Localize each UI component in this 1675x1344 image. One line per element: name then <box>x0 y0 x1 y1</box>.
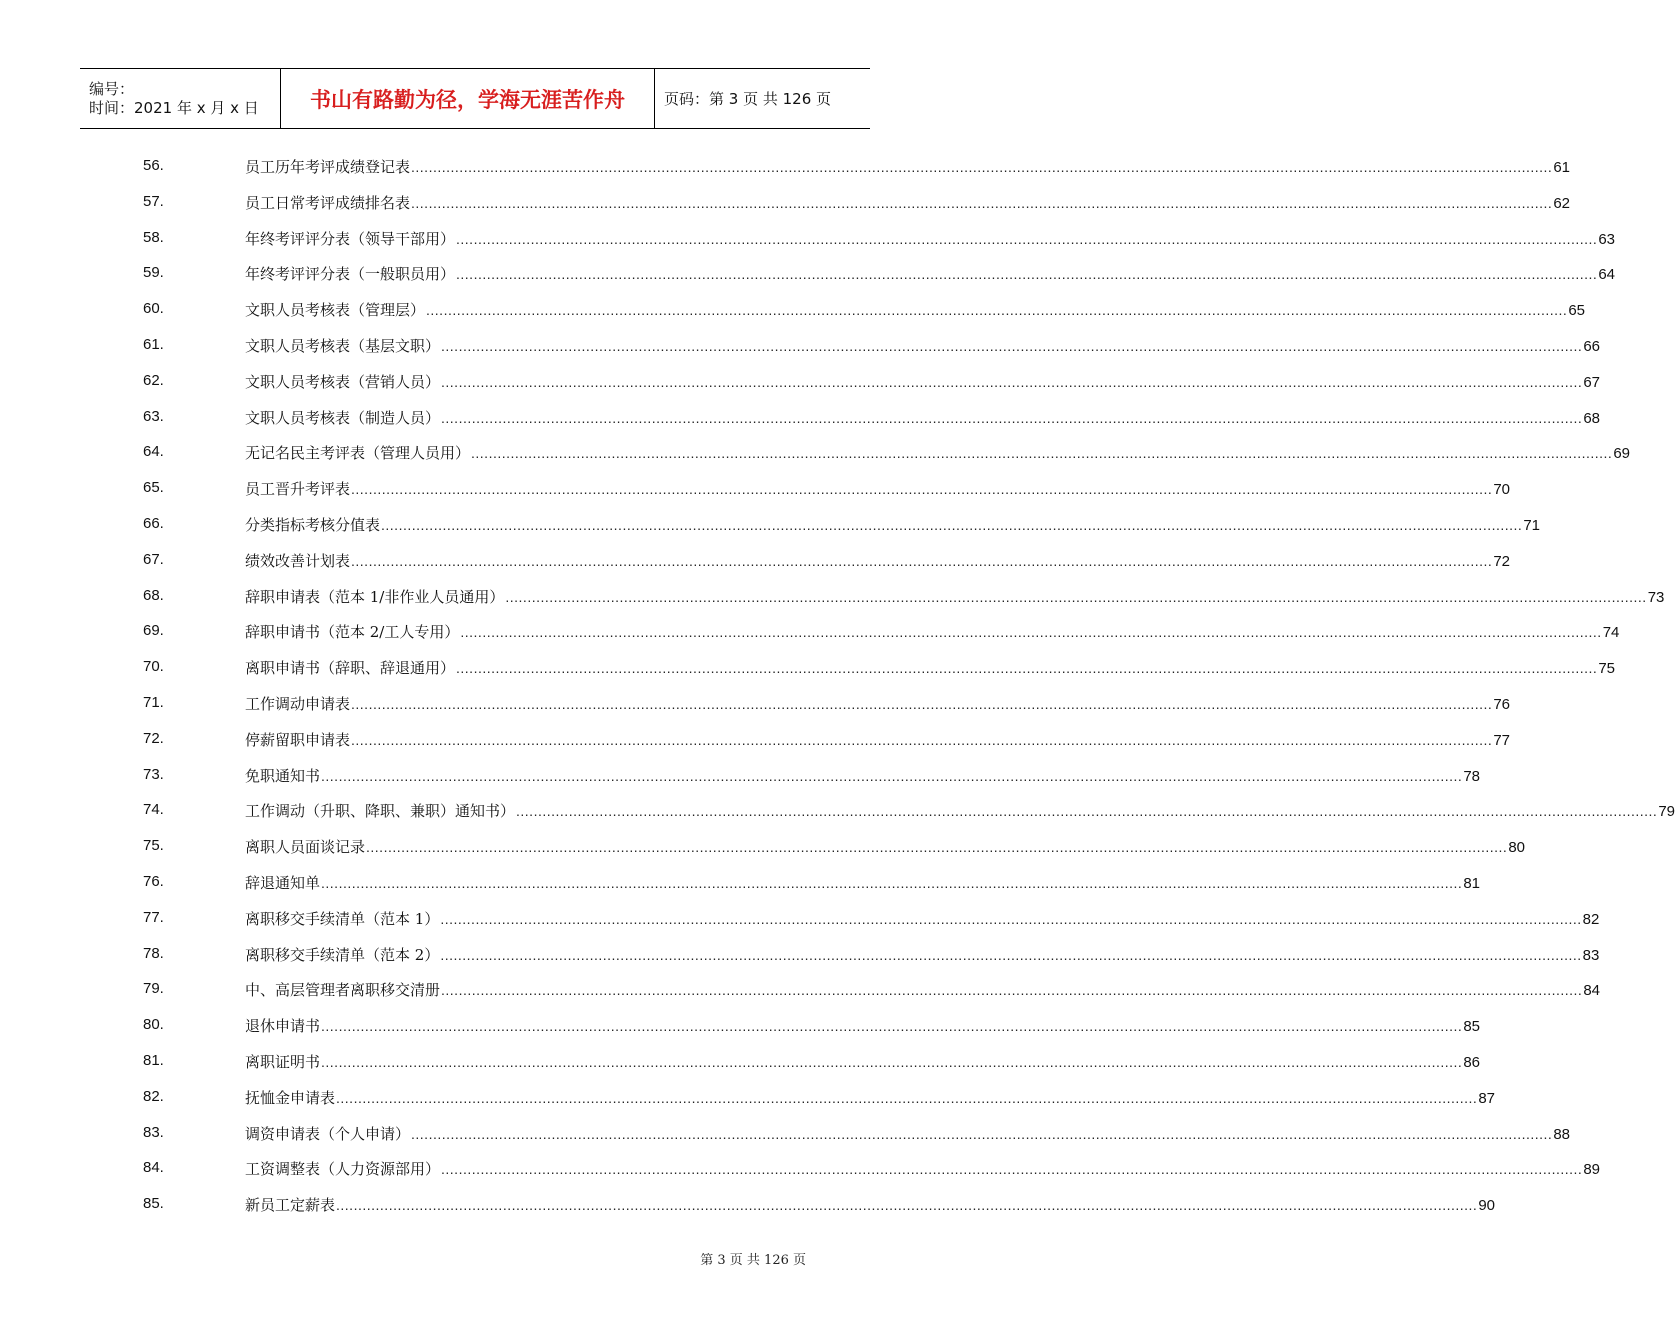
toc-entry-page-number: 90 <box>1478 1197 1496 1215</box>
toc-entry-title: 辞退通知单 <box>245 873 321 892</box>
toc-entry-page-number: 77 <box>1493 731 1511 749</box>
toc-entry[interactable] <box>0 1151 1601 1187</box>
toc-dot-leader: .................................................................................................................................................................................................................................................................... <box>351 695 1493 712</box>
toc-entry-page-number: 79 <box>1658 803 1675 821</box>
toc-entry-number: 72. <box>143 729 164 747</box>
toc-entry-line <box>245 299 1586 320</box>
toc-dot-leader: .................................................................................................................................................................................................................................................................... <box>441 982 1583 999</box>
toc-entry-number: 79. <box>143 980 164 998</box>
toc-entry-line <box>245 1194 1496 1215</box>
toc-entry[interactable] <box>0 579 1665 615</box>
toc-entry-line <box>245 1087 1496 1108</box>
toc-entry-title: 退休申请书 <box>245 1017 321 1036</box>
toc-entry[interactable] <box>0 221 1616 257</box>
toc-dot-leader: .................................................................................................................................................................................................................................................................... <box>505 588 1647 605</box>
toc-entry-line <box>245 836 1526 857</box>
toc-entry-page-number: 66 <box>1583 337 1601 355</box>
toc-entry[interactable] <box>0 614 1620 650</box>
toc-entry-title: 工作调动申请表 <box>245 694 351 713</box>
toc-entry-number: 84. <box>143 1159 164 1177</box>
toc-dot-leader: .................................................................................................................................................................................................................................................................... <box>456 660 1598 677</box>
toc-entry-page-number: 68 <box>1583 409 1601 427</box>
toc-entry-line <box>245 693 1511 714</box>
toc-entry-number: 69. <box>143 622 164 640</box>
toc-entry[interactable] <box>0 758 1481 794</box>
toc-entry-title: 中、高层管理者离职移交清册 <box>245 981 441 1000</box>
toc-entry-number: 68. <box>143 586 164 604</box>
page-footer: 第 3 页 共 126 页 <box>700 1253 806 1268</box>
toc-entry-line <box>245 263 1616 284</box>
header-page-cell <box>655 69 870 128</box>
toc-entry-line <box>245 1158 1601 1179</box>
toc-entry-line <box>245 872 1481 893</box>
document-date-label: 时间：2021 年 x 月 x 日 <box>89 98 259 117</box>
toc-entry[interactable] <box>0 149 1571 185</box>
toc-entry-number: 56. <box>143 157 164 174</box>
toc-entry-title: 员工历年考评成绩登记表 <box>245 158 411 176</box>
toc-dot-leader: .................................................................................................................................................................................................................................................................... <box>321 767 1463 784</box>
toc-entry-number: 81. <box>143 1051 164 1069</box>
toc-entry-title: 工资调整表（人力资源部用） <box>245 1160 441 1179</box>
toc-entry-page-number: 73 <box>1647 588 1665 606</box>
toc-entry-number: 62. <box>143 371 164 389</box>
toc-entry[interactable] <box>0 435 1631 471</box>
toc-entry-page-number: 82 <box>1582 910 1600 928</box>
toc-entry-line <box>245 908 1600 929</box>
toc-dot-leader: .................................................................................................................................................................................................................................................................... <box>321 1018 1463 1035</box>
toc-entry-title: 绩效改善计划表 <box>245 551 351 570</box>
page-header <box>80 68 870 129</box>
toc-entry-title: 文职人员考核表（管理层） <box>245 301 426 320</box>
toc-dot-leader: .................................................................................................................................................................................................................................................................... <box>411 194 1553 211</box>
toc-dot-leader: .................................................................................................................................................................................................................................................................... <box>381 516 1523 533</box>
toc-dot-leader: .................................................................................................................................................................................................................................................................... <box>440 910 1582 927</box>
toc-dot-leader: .................................................................................................................................................................................................................................................................... <box>460 624 1602 641</box>
toc-entry-title: 离职申请书（辞职、辞退通用） <box>245 659 456 678</box>
toc-dot-leader: .................................................................................................................................................................................................................................................................... <box>336 1197 1478 1214</box>
toc-dot-leader: .................................................................................................................................................................................................................................................................... <box>471 445 1613 462</box>
toc-dot-leader: .................................................................................................................................................................................................................................................................... <box>351 731 1493 748</box>
toc-entry-title: 抚恤金申请表 <box>245 1088 336 1107</box>
toc-entry-page-number: 67 <box>1583 373 1601 391</box>
toc-entry-line <box>245 371 1601 392</box>
toc-dot-leader: .................................................................................................................................................................................................................................................................... <box>456 266 1598 283</box>
document-number-label: 编号： <box>89 79 135 98</box>
toc-dot-leader: .................................................................................................................................................................................................................................................................... <box>351 552 1493 569</box>
toc-entry-number: 61. <box>143 335 164 353</box>
toc-dot-leader: .................................................................................................................................................................................................................................................................... <box>441 1161 1583 1178</box>
toc-entry-number: 74. <box>143 801 164 819</box>
toc-entry-line <box>245 1123 1571 1144</box>
toc-entry-title: 员工日常考评成绩排名表 <box>245 193 411 212</box>
toc-entry-number: 70. <box>143 658 164 676</box>
toc-entry-line <box>245 192 1571 213</box>
toc-entry[interactable] <box>0 1044 1481 1080</box>
toc-entry-page-number: 80 <box>1508 839 1526 857</box>
toc-entry[interactable] <box>0 650 1616 686</box>
toc-entry-title: 年终考评评分表（一般职员用） <box>245 265 456 284</box>
toc-entry-number: 58. <box>143 228 164 246</box>
toc-entry-title: 离职移交手续清单（范本 2） <box>245 945 440 964</box>
toc-entry-line <box>245 550 1511 571</box>
header-motto: 书山有路勤为径，学海无涯苦作舟 <box>310 86 625 112</box>
toc-dot-leader: .................................................................................................................................................................................................................................................................... <box>516 803 1658 820</box>
toc-dot-leader: .................................................................................................................................................................................................................................................................... <box>411 159 1553 175</box>
toc-entry-title: 离职移交手续清单（范本 1） <box>245 909 440 928</box>
toc-entry-line <box>245 729 1511 750</box>
toc-entry-line <box>245 478 1511 499</box>
toc-entry-title: 免职通知书 <box>245 766 321 785</box>
toc-entry[interactable] <box>0 364 1601 400</box>
toc-entry[interactable] <box>0 400 1601 436</box>
toc-entry-page-number: 62 <box>1553 194 1571 212</box>
toc-entry[interactable] <box>0 829 1526 865</box>
toc-dot-leader: .................................................................................................................................................................................................................................................................... <box>456 230 1598 247</box>
toc-dot-leader: .................................................................................................................................................................................................................................................................... <box>351 481 1493 498</box>
toc-entry[interactable] <box>0 471 1511 507</box>
toc-dot-leader: .................................................................................................................................................................................................................................................................... <box>426 302 1568 319</box>
toc-entry-title: 工作调动（升职、降职、兼职）通知书） <box>245 802 516 821</box>
toc-entry-line <box>245 944 1600 965</box>
toc-entry[interactable] <box>0 793 1675 829</box>
toc-entry-title: 文职人员考核表（基层文职） <box>245 336 441 355</box>
toc-entry-title: 文职人员考核表（营销人员） <box>245 372 441 391</box>
toc-entry[interactable] <box>0 1116 1571 1152</box>
toc-dot-leader: .................................................................................................................................................................................................................................................................... <box>440 946 1582 963</box>
toc-entry-page-number: 75 <box>1598 660 1616 678</box>
toc-entry-page-number: 71 <box>1523 516 1541 534</box>
toc-entry-page-number: 70 <box>1493 481 1511 499</box>
table-of-contents <box>0 149 1675 1223</box>
toc-entry-number: 82. <box>143 1087 164 1105</box>
toc-entry[interactable] <box>0 256 1616 292</box>
toc-entry-number: 76. <box>143 872 164 890</box>
toc-entry-page-number: 87 <box>1478 1089 1496 1107</box>
toc-entry-line <box>245 800 1675 821</box>
toc-entry-title: 辞职申请书（范本 2/工人专用） <box>245 623 460 642</box>
toc-entry-line <box>245 1015 1481 1036</box>
toc-entry-page-number: 84 <box>1583 982 1601 1000</box>
toc-entry-number: 71. <box>143 693 164 711</box>
toc-entry-number: 57. <box>143 192 164 210</box>
toc-entry-number: 78. <box>143 944 164 962</box>
toc-entry[interactable] <box>0 328 1601 364</box>
toc-entry-title: 调资申请表（个人申请） <box>245 1124 411 1143</box>
toc-entry-number: 75. <box>143 837 164 855</box>
toc-entry-page-number: 76 <box>1493 695 1511 713</box>
toc-entry-page-number: 63 <box>1598 230 1616 248</box>
toc-entry[interactable] <box>0 865 1481 901</box>
toc-entry-title: 年终考评评分表（领导干部用） <box>245 229 456 248</box>
toc-entry-page-number: 72 <box>1493 552 1511 570</box>
header-page-info: 页码：第 3 页 共 126 页 <box>664 90 832 108</box>
toc-entry-page-number: 89 <box>1583 1161 1601 1179</box>
toc-entry-line <box>245 621 1620 642</box>
toc-entry[interactable] <box>0 1187 1496 1223</box>
toc-entry-number: 63. <box>143 407 164 425</box>
toc-entry-page-number: 74 <box>1602 624 1620 642</box>
toc-entry[interactable] <box>0 937 1600 973</box>
toc-entry[interactable] <box>0 507 1541 543</box>
toc-entry-line <box>245 657 1616 678</box>
toc-entry-number: 85. <box>143 1195 164 1213</box>
toc-dot-leader: .................................................................................................................................................................................................................................................................... <box>441 337 1583 354</box>
toc-entry-page-number: 86 <box>1463 1053 1481 1071</box>
toc-dot-leader: .................................................................................................................................................................................................................................................................... <box>336 1089 1478 1106</box>
toc-entry-line <box>245 228 1616 249</box>
toc-entry-page-number: 85 <box>1463 1018 1481 1036</box>
toc-dot-leader: .................................................................................................................................................................................................................................................................... <box>411 1125 1553 1142</box>
toc-entry-line <box>245 335 1601 356</box>
toc-entry-number: 67. <box>143 550 164 568</box>
toc-dot-leader: .................................................................................................................................................................................................................................................................... <box>366 839 1508 856</box>
header-meta-cell <box>80 69 281 128</box>
toc-entry-number: 77. <box>143 908 164 926</box>
toc-entry-page-number: 61 <box>1553 159 1571 176</box>
toc-entry-title: 离职证明书 <box>245 1052 321 1071</box>
toc-dot-leader: .................................................................................................................................................................................................................................................................... <box>321 874 1463 891</box>
toc-entry-page-number: 88 <box>1553 1125 1571 1143</box>
toc-entry[interactable] <box>0 185 1571 221</box>
toc-dot-leader: .................................................................................................................................................................................................................................................................... <box>441 409 1583 426</box>
toc-entry-page-number: 78 <box>1463 767 1481 785</box>
toc-entry[interactable] <box>0 972 1601 1008</box>
toc-entry-title: 无记名民主考评表（管理人员用） <box>245 444 471 463</box>
toc-entry-number: 80. <box>143 1016 164 1034</box>
toc-entry-number: 73. <box>143 765 164 783</box>
header-motto-cell <box>281 69 655 128</box>
toc-entry-number: 60. <box>143 300 164 318</box>
toc-entry-title: 文职人员考核表（制造人员） <box>245 408 441 427</box>
toc-entry-page-number: 64 <box>1598 266 1616 284</box>
toc-entry-line <box>245 979 1601 1000</box>
toc-entry[interactable] <box>0 722 1511 758</box>
toc-entry-title: 员工晋升考评表 <box>245 480 351 499</box>
toc-entry-title: 新员工定薪表 <box>245 1196 336 1215</box>
toc-entry[interactable] <box>0 1080 1496 1116</box>
toc-entry-line <box>245 765 1481 786</box>
toc-entry-line <box>245 407 1601 428</box>
toc-entry[interactable] <box>0 901 1600 937</box>
toc-entry-number: 66. <box>143 514 164 532</box>
toc-entry-number: 59. <box>143 264 164 282</box>
toc-entry[interactable] <box>0 1008 1481 1044</box>
toc-entry-line <box>245 156 1571 177</box>
toc-entry-number: 64. <box>143 443 164 461</box>
toc-entry[interactable] <box>0 292 1586 328</box>
toc-entry-number: 83. <box>143 1123 164 1141</box>
toc-entry-page-number: 83 <box>1582 946 1600 964</box>
toc-entry-line <box>245 514 1541 535</box>
toc-dot-leader: .................................................................................................................................................................................................................................................................... <box>321 1053 1463 1070</box>
toc-entry-title: 停薪留职申请表 <box>245 730 351 749</box>
toc-entry-page-number: 65 <box>1568 302 1586 320</box>
toc-entry-page-number: 69 <box>1613 445 1631 463</box>
toc-entry-title: 分类指标考核分值表 <box>245 515 381 534</box>
toc-entry[interactable] <box>0 686 1511 722</box>
toc-dot-leader: .................................................................................................................................................................................................................................................................... <box>441 373 1583 390</box>
toc-entry-page-number: 81 <box>1463 874 1481 892</box>
toc-entry-title: 离职人员面谈记录 <box>245 838 366 857</box>
toc-entry-number: 65. <box>143 479 164 497</box>
toc-entry-line <box>245 442 1631 463</box>
toc-entry-title: 辞职申请表（范本 1/非作业人员通用） <box>245 587 505 606</box>
toc-entry-line <box>245 1051 1481 1072</box>
toc-entry[interactable] <box>0 543 1511 579</box>
toc-entry-line <box>245 586 1665 607</box>
